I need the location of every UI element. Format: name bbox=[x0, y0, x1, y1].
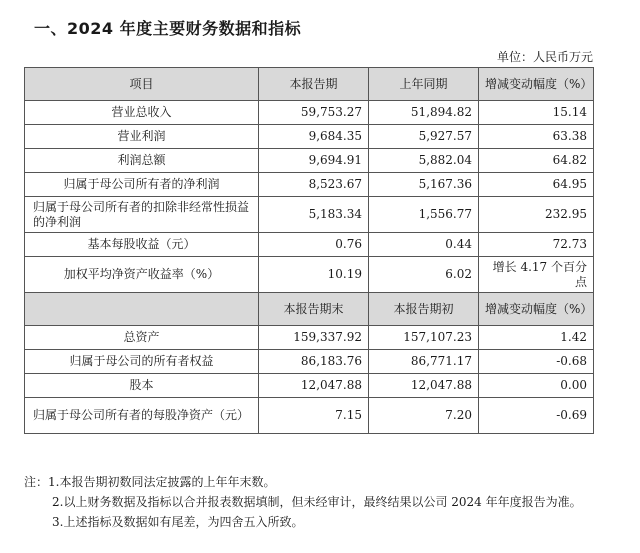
value-cell: 7.15 bbox=[259, 398, 369, 434]
header-cell: 本报告期初 bbox=[369, 293, 479, 326]
header-cell: 项目 bbox=[25, 68, 259, 101]
table-row bbox=[25, 125, 594, 149]
item-cell: 归属于母公司所有者的每股净资产（元） bbox=[25, 398, 259, 434]
change-cell: 0.00 bbox=[479, 374, 594, 398]
value-cell: 0.76 bbox=[259, 233, 369, 257]
change-cell: 232.95 bbox=[479, 197, 594, 233]
change-cell: 增长 4.17 个百分点 bbox=[479, 257, 594, 293]
item-cell: 营业利润 bbox=[25, 125, 259, 149]
item-cell: 利润总额 bbox=[25, 149, 259, 173]
header-cell: 本报告期 bbox=[259, 68, 369, 101]
change-cell: 1.42 bbox=[479, 326, 594, 350]
footnote: 2.以上财务数据及指标以合并报表数据填制，但未经审计，最终结果以公司 2024 年年度报告为准。 bbox=[52, 495, 582, 509]
footnote: 3.上述指标及数据如有尾差，为四舍五入所致。 bbox=[52, 515, 304, 529]
table-header-row bbox=[25, 68, 594, 101]
value-cell: 1,556.77 bbox=[369, 197, 479, 233]
value-cell: 6.02 bbox=[369, 257, 479, 293]
table-row bbox=[25, 374, 594, 398]
change-cell: -0.68 bbox=[479, 350, 594, 374]
table-row bbox=[25, 233, 594, 257]
value-cell: 159,337.92 bbox=[259, 326, 369, 350]
value-cell: 86,183.76 bbox=[259, 350, 369, 374]
change-cell: 63.38 bbox=[479, 125, 594, 149]
value-cell: 12,047.88 bbox=[259, 374, 369, 398]
footnote: 注：1.本报告期初数同法定披露的上年年末数。 bbox=[24, 475, 276, 489]
item-cell: 归属于母公司所有者的扣除非经常性损益的净利润 bbox=[25, 197, 259, 233]
change-cell: 64.82 bbox=[479, 149, 594, 173]
financial-table bbox=[24, 67, 594, 434]
header-cell: 增减变动幅度（%） bbox=[479, 293, 594, 326]
table-header-row bbox=[25, 293, 594, 326]
header-cell bbox=[25, 293, 259, 326]
change-cell: 64.95 bbox=[479, 173, 594, 197]
item-cell: 营业总收入 bbox=[25, 101, 259, 125]
table-row bbox=[25, 101, 594, 125]
table-row bbox=[25, 173, 594, 197]
header-cell: 本报告期末 bbox=[259, 293, 369, 326]
value-cell: 86,771.17 bbox=[369, 350, 479, 374]
item-cell: 股本 bbox=[25, 374, 259, 398]
value-cell: 8,523.67 bbox=[259, 173, 369, 197]
change-cell: -0.69 bbox=[479, 398, 594, 434]
value-cell: 5,167.36 bbox=[369, 173, 479, 197]
item-cell: 归属于母公司的所有者权益 bbox=[25, 350, 259, 374]
change-cell: 15.14 bbox=[479, 101, 594, 125]
change-cell: 72.73 bbox=[479, 233, 594, 257]
value-cell: 7.20 bbox=[369, 398, 479, 434]
header-cell: 上年同期 bbox=[369, 68, 479, 101]
item-cell: 总资产 bbox=[25, 326, 259, 350]
table-row bbox=[25, 326, 594, 350]
table-row bbox=[25, 197, 594, 233]
table-row bbox=[25, 350, 594, 374]
value-cell: 12,047.88 bbox=[369, 374, 479, 398]
value-cell: 10.19 bbox=[259, 257, 369, 293]
value-cell: 9,684.35 bbox=[259, 125, 369, 149]
table-row bbox=[25, 149, 594, 173]
value-cell: 59,753.27 bbox=[259, 101, 369, 125]
item-cell: 加权平均净资产收益率（%） bbox=[25, 257, 259, 293]
value-cell: 5,927.57 bbox=[369, 125, 479, 149]
value-cell: 0.44 bbox=[369, 233, 479, 257]
value-cell: 9,694.91 bbox=[259, 149, 369, 173]
value-cell: 51,894.82 bbox=[369, 101, 479, 125]
table-row bbox=[25, 398, 594, 434]
value-cell: 5,882.04 bbox=[369, 149, 479, 173]
header-cell: 增减变动幅度（%） bbox=[479, 68, 594, 101]
table-row bbox=[25, 257, 594, 293]
item-cell: 归属于母公司所有者的净利润 bbox=[25, 173, 259, 197]
value-cell: 157,107.23 bbox=[369, 326, 479, 350]
footnotes bbox=[24, 472, 620, 532]
unit-label: 单位：人民币万元 bbox=[496, 50, 593, 64]
section-title: 一、2024 年度主要财务数据和指标 bbox=[34, 19, 302, 38]
value-cell: 5,183.34 bbox=[259, 197, 369, 233]
item-cell: 基本每股收益（元） bbox=[25, 233, 259, 257]
